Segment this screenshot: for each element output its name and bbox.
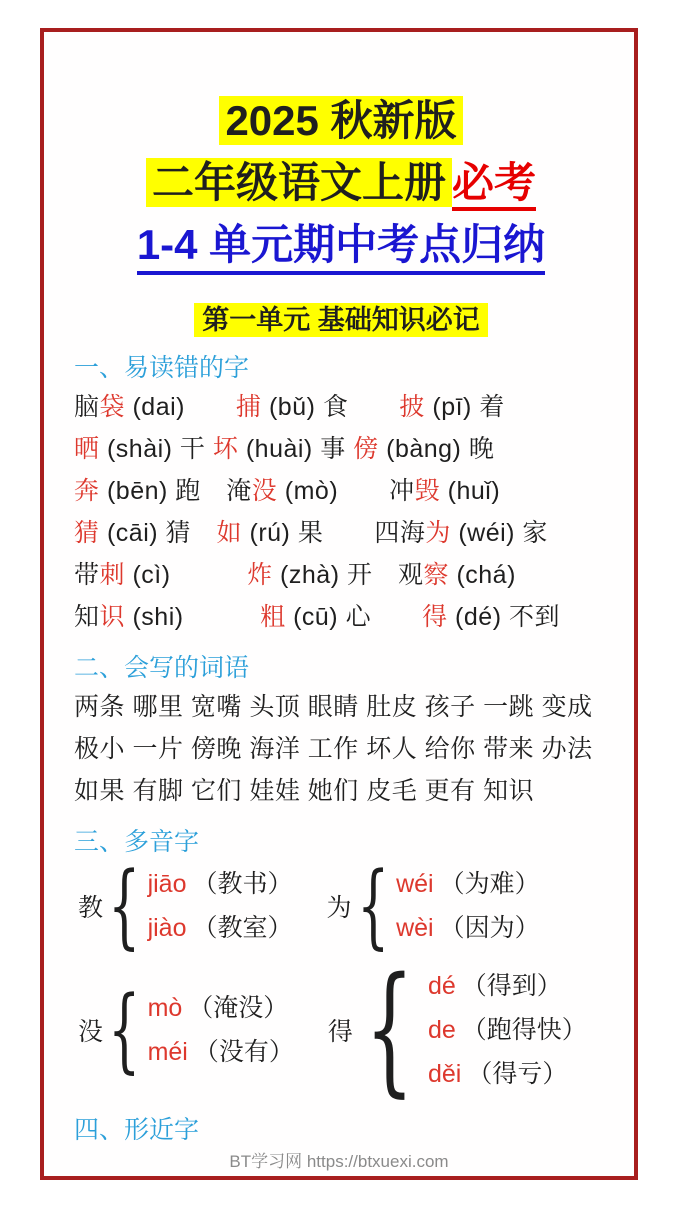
pinyin-reading: dé	[427, 972, 456, 1000]
pinyin-reading: děi	[427, 1060, 462, 1088]
polyphone-option	[396, 906, 540, 950]
section-misread-characters	[74, 350, 608, 638]
text-segment: (cū) 心	[285, 603, 372, 631]
title-line-1	[74, 90, 608, 152]
section-similar-characters	[74, 1112, 608, 1148]
polyphone-group-得	[327, 948, 587, 1111]
example-word: （因为）	[439, 914, 540, 942]
tested-character: 得	[422, 603, 448, 631]
text-segment: (shi)	[125, 603, 184, 631]
text-segment: (cāi) 猜	[99, 519, 217, 547]
text-line	[74, 512, 608, 554]
word-line: 极小 一片 傍晚 海洋 工作 坏人 给你 带来 办法	[74, 735, 593, 763]
text-segment: (dai)	[125, 393, 185, 421]
text-segment: (wéi) 家	[450, 519, 548, 547]
worksheet-page	[40, 28, 638, 1180]
tested-character: 为	[425, 519, 451, 547]
text-segment: 带	[74, 561, 100, 589]
text-segment	[323, 519, 374, 547]
polyphone-option	[428, 1008, 587, 1052]
section-heading-misread-characters: 一、易读错的字	[74, 354, 250, 382]
pinyin-reading: de	[427, 1016, 456, 1044]
example-word: （淹没）	[188, 994, 289, 1022]
tested-character: 晒	[74, 435, 100, 463]
example-word: （教室）	[192, 914, 293, 942]
text-segment: 淹	[226, 477, 252, 505]
text-segment: (zhà) 开	[272, 561, 398, 589]
polyphone-option	[428, 1052, 587, 1096]
section-heading-writable-words: 二、会写的词语	[74, 654, 250, 682]
title-line-3-text: 1-4 单元期中考点归纳	[137, 221, 545, 275]
text-segment: (bàng) 晚	[378, 435, 495, 463]
polyphone-option	[428, 964, 587, 1008]
title-line-3	[74, 214, 608, 276]
text-segment: 四海	[374, 519, 426, 547]
section-heading-similar-characters: 四、形近字	[74, 1116, 200, 1144]
text-line	[74, 386, 608, 428]
example-word: （得亏）	[467, 1060, 568, 1088]
text-segment	[185, 393, 236, 421]
polyphone-base-character: 得	[327, 1018, 353, 1046]
tested-character: 奔	[74, 477, 100, 505]
word-line: 两条 哪里 宽嘴 头顶 眼睛 肚皮 孩子 一跳 变成	[74, 693, 593, 721]
word-line: 如果 有脚 它们 娃娃 她们 皮毛 更有 知识	[74, 777, 535, 805]
tested-character: 坏	[212, 435, 239, 463]
text-segment	[348, 393, 399, 421]
polyphone-options	[396, 862, 540, 950]
text-segment: (bǔ) 食	[261, 393, 349, 421]
unit-header-row	[74, 302, 608, 338]
polyphone-option	[396, 862, 540, 906]
tested-character: 炸	[247, 561, 273, 589]
polyphone-option	[148, 1030, 294, 1074]
text-segment	[171, 561, 248, 589]
sections-container	[74, 350, 608, 1148]
polyphone-base-character: 为	[326, 894, 352, 922]
polyphone-group-为	[326, 852, 540, 959]
title-line-2	[74, 152, 608, 214]
text-segment: (dé) 不到	[447, 603, 560, 631]
example-word: （没有）	[193, 1038, 294, 1066]
pinyin-reading: jiāo	[147, 870, 187, 898]
text-segment: (cì)	[125, 561, 171, 589]
text-segment: (huǐ)	[440, 477, 501, 505]
section-polyphonic-characters	[74, 824, 608, 1111]
tested-character: 披	[399, 393, 425, 421]
pinyin-reading: wèi	[396, 914, 434, 942]
tested-character: 刺	[99, 561, 126, 589]
text-segment	[184, 603, 261, 631]
section-writable-words	[74, 650, 608, 812]
example-word: （教书）	[192, 870, 293, 898]
brace-icon: {	[364, 948, 414, 1111]
tested-character: 捕	[236, 393, 262, 421]
polyphone-base-character: 没	[78, 1018, 104, 1046]
tested-character: 没	[251, 477, 278, 505]
example-word: （跑得快）	[461, 1016, 587, 1044]
polyphone-group-没	[78, 976, 294, 1083]
text-segment: (rú) 果	[242, 519, 324, 547]
tested-character: 毁	[414, 477, 441, 505]
polyphone-base-character: 教	[78, 894, 104, 922]
unit-header: 第一单元 基础知识必记	[194, 303, 488, 337]
tested-character: 如	[216, 519, 243, 547]
polyphone-option	[148, 986, 294, 1030]
text-segment: (shài) 干	[99, 435, 213, 463]
text-segment: 观	[397, 561, 424, 589]
section-heading-polyphonic-characters: 三、多音字	[74, 828, 200, 856]
text-line	[74, 428, 608, 470]
text-segment	[338, 477, 389, 505]
title-block	[74, 90, 608, 276]
tested-character: 傍	[353, 435, 379, 463]
text-segment: 知	[74, 603, 100, 631]
polyphone-row	[78, 852, 608, 959]
tested-character: 袋	[99, 393, 126, 421]
brace-icon: {	[108, 976, 141, 1083]
tested-character: 察	[423, 561, 449, 589]
tested-character: 识	[99, 603, 126, 631]
text-line	[74, 554, 608, 596]
text-segment: (bēn) 跑	[99, 477, 227, 505]
pinyin-reading: méi	[147, 1038, 188, 1066]
text-segment: 冲	[389, 477, 415, 505]
footer-watermark: BT学习网 https://btxuexi.com	[229, 1152, 449, 1171]
pinyin-reading: mò	[147, 994, 183, 1022]
title-line-2-red: 必考	[452, 159, 536, 211]
text-segment: (chá)	[449, 561, 516, 589]
polyphone-options	[428, 964, 587, 1096]
example-word: （为难）	[439, 870, 540, 898]
text-segment: (pī) 着	[424, 393, 505, 421]
polyphone-option	[148, 906, 293, 950]
title-line-2-highlight: 二年级语文上册	[146, 158, 452, 207]
title-line-1-text: 2025 秋新版	[219, 96, 462, 145]
polyphone-options	[148, 986, 294, 1074]
text-line	[74, 470, 608, 512]
text-segment	[371, 603, 422, 631]
brace-icon: {	[108, 852, 141, 959]
text-segment: (huài) 事	[238, 435, 354, 463]
tested-character: 粗	[260, 603, 286, 631]
brace-icon: {	[356, 852, 389, 959]
polyphone-group-教	[78, 852, 293, 959]
polyphone-options	[148, 862, 293, 950]
text-segment: 脑	[74, 393, 100, 421]
polyphone-option	[148, 862, 293, 906]
example-word: （得到）	[461, 972, 562, 1000]
pinyin-reading: wéi	[396, 870, 434, 898]
tested-character: 猜	[74, 519, 100, 547]
text-line	[74, 596, 608, 638]
pinyin-reading: jiào	[147, 914, 187, 942]
polyphone-row	[78, 948, 608, 1111]
text-segment: (mò)	[277, 477, 339, 505]
